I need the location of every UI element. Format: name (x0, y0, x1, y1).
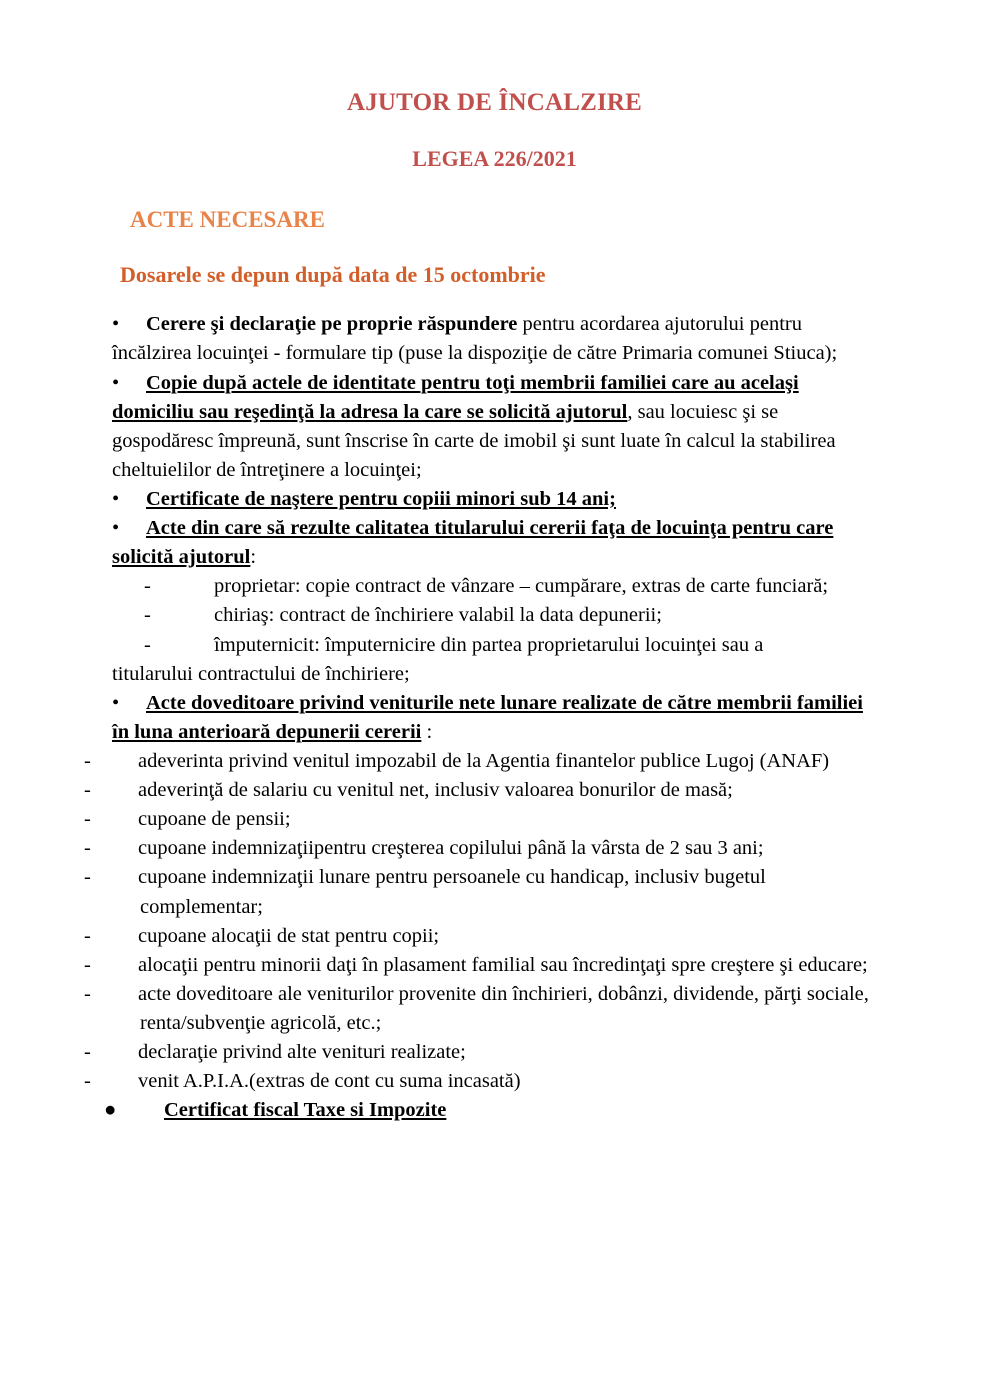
dash-marker: - (84, 779, 91, 802)
requirement-item-bold: Certificate de naştere pentru copiii minori sub 14 ani; (146, 488, 616, 511)
dash-marker: - (84, 750, 91, 773)
requirement-item-bold: Copie după actele de identitate pentru toţi membrii familiei care au acelaşi domiciliu sau reşedinţă la adresa la care se solicită ajutorul (112, 371, 799, 423)
sub-requirement-item (144, 572, 877, 601)
dot-bullet-marker: ● (104, 1099, 117, 1122)
sub-requirement-text: împuternicit: împuternicire din partea proprietarului locuinţei sau a (214, 633, 764, 656)
dash-marker: - (84, 866, 91, 889)
income-list-item (84, 863, 877, 921)
requirement-item (112, 514, 877, 572)
income-list-text: cupoane alocaţii de stat pentru copii; (138, 924, 440, 947)
income-list-text: adeverinţă de salariu cu venitul net, inclusiv valoarea bonurilor de masă; (138, 779, 733, 802)
sub-requirement-text: proprietar: copie contract de vânzare – cumpărare, extras de carte funciară; (214, 575, 829, 598)
income-list-item (84, 776, 877, 805)
income-requirement-bold: Acte doveditoare privind veniturile nete lunare realizate de către membrii familiei în luna anterioară depunerii cererii (112, 691, 863, 743)
sub-requirement-continuation: titularului contractului de închiriere; (112, 662, 410, 685)
sub-requirement-item (144, 601, 877, 630)
income-requirement-heading (112, 689, 877, 747)
requirement-item (112, 310, 877, 368)
dash-marker: - (84, 1041, 91, 1064)
dash-marker: - (84, 924, 91, 947)
requirement-item-text: pentru acordarea ajutorului pentru încălzirea locuinţei - formulare tip (puse la dispoziţie de către Primaria comunei Stiuca); (112, 313, 838, 365)
requirement-item-bold: Acte din care să rezulte calitatea titularului cererii faţa de locuinţa pentru care solicită ajutorul (112, 517, 834, 569)
document-body (84, 310, 877, 1125)
deposit-notice: Dosarele se depun după data de 15 octombrie (120, 261, 546, 287)
income-list-text: cupoane indemnizaţiipentru creşterea copilului până la vârsta de 2 sau 3 ani; (138, 837, 764, 860)
dash-marker: - (144, 575, 151, 598)
page-title: AJUTOR DE ÎNCALZIRE (346, 89, 643, 116)
requirement-item-bold: Cerere şi declaraţie pe proprie răspundere (146, 313, 518, 336)
final-requirement-item (104, 1096, 877, 1125)
requirement-item (112, 485, 877, 514)
bullet-marker: • (112, 371, 120, 394)
dash-marker: - (84, 953, 91, 976)
sub-requirement-text: chiriaş: contract de închiriere valabil la data depunerii; (214, 604, 662, 627)
bullet-marker: • (112, 691, 120, 714)
income-list-text: alocaţii pentru minorii daţi în plasament familial sau încredinţaţi spre creştere şi educare; (138, 953, 868, 976)
income-list-item (84, 747, 877, 776)
requirement-item-text: , sau locuiesc şi se gospodăresc împreună, sunt înscrise în carte de imobil şi sunt luate în calcul la stabilirea cheltuielilor de întreţinere a locuinţei; (112, 400, 836, 481)
income-list-text: cupoane indemnizaţii lunare pentru persoanele cu handicap, inclusiv bugetul complementar; (138, 866, 766, 918)
income-list-item (84, 805, 877, 834)
sub-requirement-item (144, 631, 877, 660)
income-list-text: acte doveditoare ale veniturilor provenite din închirieri, dobânzi, dividende, părţi sociale, renta/subvenţie agricolă, etc.; (138, 982, 869, 1034)
dash-marker: - (84, 982, 91, 1005)
dash-marker: - (144, 604, 151, 627)
requirement-item (112, 369, 877, 485)
bullet-marker: • (112, 488, 120, 511)
income-list-item (84, 980, 877, 1038)
income-list-item (84, 1067, 877, 1096)
dash-marker: - (84, 808, 91, 831)
bullet-marker: • (112, 517, 120, 540)
section-heading-acte-necesare: ACTE NECESARE (130, 207, 325, 233)
income-list-item (84, 951, 877, 980)
income-list-text: declaraţie privind alte venituri realizate; (138, 1041, 466, 1064)
dash-marker: - (84, 837, 91, 860)
dash-marker: - (144, 633, 151, 656)
bullet-marker: • (112, 313, 120, 336)
income-list-item (84, 834, 877, 863)
income-list-text: cupoane de pensii; (138, 808, 291, 831)
law-subtitle: LEGEA 226/2021 (412, 146, 577, 171)
requirement-item-text: : (250, 546, 257, 569)
income-list-text: venit A.P.I.A.(extras de cont cu suma incasată) (138, 1070, 521, 1093)
income-list-item (84, 922, 877, 951)
income-list-text: adeverinta privind venitul impozabil de la Agentia finantelor publice Lugoj (ANAF) (138, 750, 830, 773)
final-requirement-text: Certificat fiscal Taxe si Impozite (164, 1099, 447, 1122)
income-requirement-rest: : (421, 720, 433, 743)
income-list-item (84, 1038, 877, 1067)
dash-marker: - (84, 1070, 91, 1093)
